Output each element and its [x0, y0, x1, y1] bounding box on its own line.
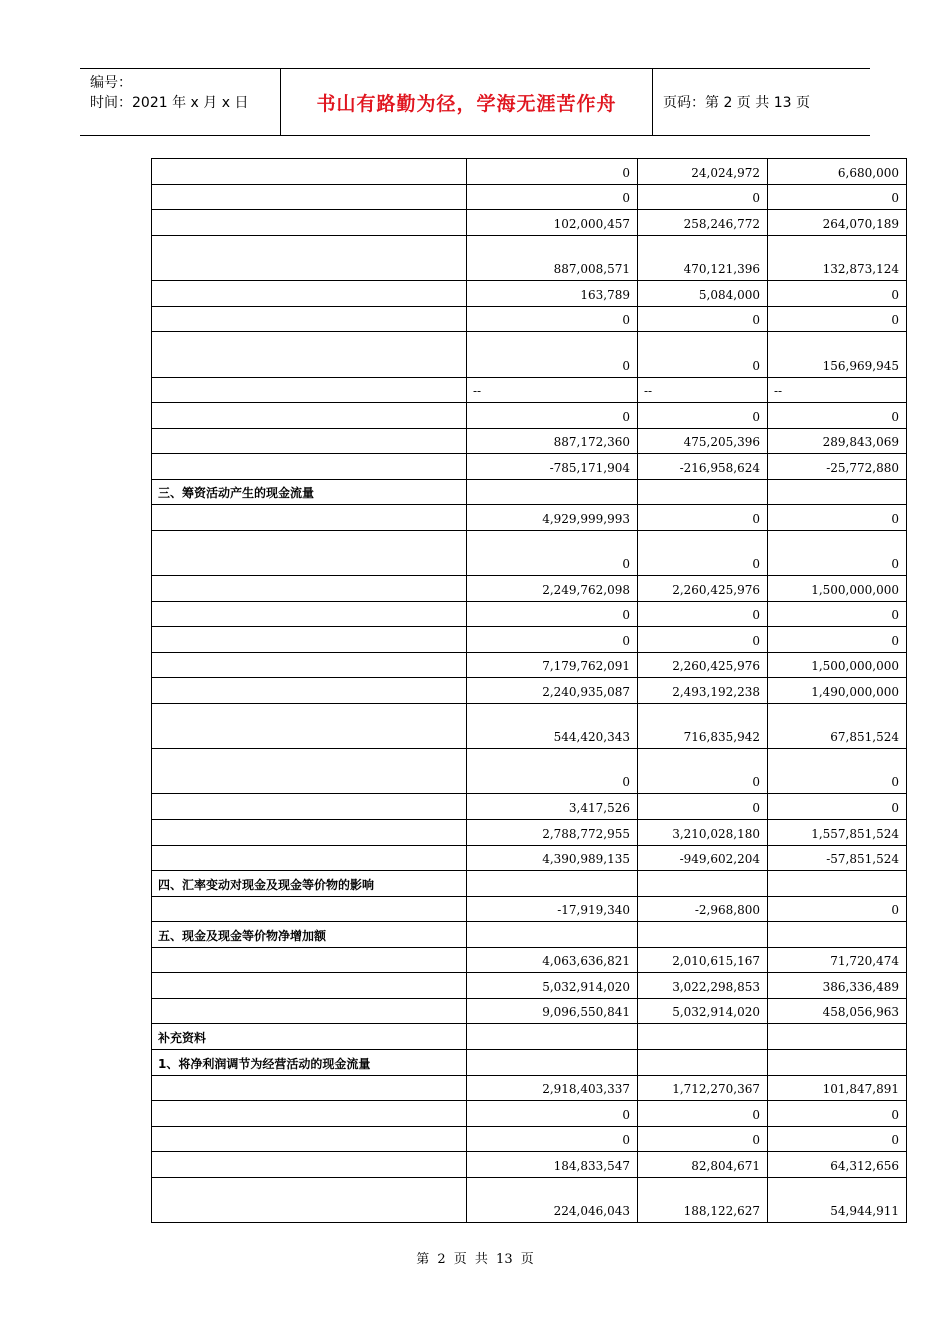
value-cell-col1: 184,833,547 [467, 1152, 638, 1178]
value-cell-col1: 0 [467, 531, 638, 576]
table-row [152, 429, 907, 454]
value-cell-col1: 4,063,636,821 [467, 948, 638, 973]
value-cell-col3: 1,500,000,000 [768, 653, 907, 678]
value-cell-col2: 470,121,396 [638, 236, 768, 281]
value-cell-col1: 102,000,457 [467, 210, 638, 236]
value-cell-col1: 2,249,762,098 [467, 576, 638, 602]
value-cell-col1: 0 [467, 627, 638, 653]
value-cell-col3: 0 [768, 281, 907, 307]
value-cell-col1 [467, 1050, 638, 1076]
value-cell-col2: -- [638, 378, 768, 403]
row-label [152, 704, 467, 749]
row-label: 三、筹资活动产生的现金流量 [152, 480, 467, 505]
value-cell-col3: 64,312,656 [768, 1152, 907, 1178]
row-label [152, 973, 467, 999]
row-label [152, 210, 467, 236]
value-cell-col1: 0 [467, 1127, 638, 1152]
value-cell-col3 [768, 1050, 907, 1076]
value-cell-col2: 0 [638, 185, 768, 210]
value-cell-col3: 132,873,124 [768, 236, 907, 281]
table-row [152, 531, 907, 576]
value-cell-col1: 544,420,343 [467, 704, 638, 749]
value-cell-col2: 0 [638, 1127, 768, 1152]
value-cell-col1: 0 [467, 602, 638, 627]
value-cell-col2: -949,602,204 [638, 846, 768, 871]
row-label [152, 307, 467, 332]
value-cell-col2: 82,804,671 [638, 1152, 768, 1178]
row-label [152, 602, 467, 627]
page-header [80, 68, 870, 136]
row-label [152, 454, 467, 480]
value-cell-col3: 1,490,000,000 [768, 678, 907, 704]
table-row [152, 505, 907, 531]
value-cell-col2 [638, 871, 768, 897]
page-footer: 第 2 页 共 13 页 [416, 1252, 534, 1267]
value-cell-col2: 0 [638, 749, 768, 794]
row-label [152, 999, 467, 1024]
value-cell-col2: 0 [638, 627, 768, 653]
value-cell-col2: 475,205,396 [638, 429, 768, 454]
header-page-info: 页码：第 2 页 共 13 页 [663, 95, 810, 111]
value-cell-col2: -216,958,624 [638, 454, 768, 480]
table-row [152, 1101, 907, 1127]
row-label [152, 820, 467, 846]
value-cell-col2: 0 [638, 794, 768, 820]
value-cell-col2 [638, 480, 768, 505]
value-cell-col3: 1,557,851,524 [768, 820, 907, 846]
value-cell-col1 [467, 1024, 638, 1050]
value-cell-col1: -785,171,904 [467, 454, 638, 480]
value-cell-col2: 5,032,914,020 [638, 999, 768, 1024]
value-cell-col1: 5,032,914,020 [467, 973, 638, 999]
value-cell-col1: 163,789 [467, 281, 638, 307]
value-cell-col2: 2,260,425,976 [638, 576, 768, 602]
value-cell-col2: 3,022,298,853 [638, 973, 768, 999]
value-cell-col2: 716,835,942 [638, 704, 768, 749]
table-row [152, 973, 907, 999]
row-label: 1、将净利润调节为经营活动的现金流量 [152, 1050, 467, 1076]
value-cell-col2: 0 [638, 602, 768, 627]
value-cell-col1 [467, 922, 638, 948]
value-cell-col1 [467, 871, 638, 897]
value-cell-col3: 0 [768, 185, 907, 210]
value-cell-col2: 3,210,028,180 [638, 820, 768, 846]
row-label [152, 378, 467, 403]
table-row [152, 846, 907, 871]
value-cell-col3: 0 [768, 505, 907, 531]
row-label [152, 1152, 467, 1178]
value-cell-col3: 0 [768, 897, 907, 922]
cash-flow-table-body [152, 159, 907, 1223]
table-row [152, 185, 907, 210]
value-cell-col3: 0 [768, 1101, 907, 1127]
table-row [152, 897, 907, 922]
value-cell-col3: 0 [768, 307, 907, 332]
table-row [152, 576, 907, 602]
value-cell-col3 [768, 1024, 907, 1050]
value-cell-col2: 2,493,192,238 [638, 678, 768, 704]
value-cell-col1: 0 [467, 403, 638, 429]
table-row [152, 922, 907, 948]
value-cell-col3: 101,847,891 [768, 1076, 907, 1101]
value-cell-col3: -- [768, 378, 907, 403]
value-cell-col1 [467, 480, 638, 505]
row-label [152, 1101, 467, 1127]
value-cell-col3: -57,851,524 [768, 846, 907, 871]
table-row [152, 307, 907, 332]
row-label [152, 794, 467, 820]
value-cell-col2: 1,712,270,367 [638, 1076, 768, 1101]
value-cell-col2: 0 [638, 531, 768, 576]
row-label [152, 897, 467, 922]
table-row [152, 999, 907, 1024]
cash-flow-table [151, 158, 907, 1223]
value-cell-col1: 0 [467, 749, 638, 794]
row-label: 四、汇率变动对现金及现金等价物的影响 [152, 871, 467, 897]
value-cell-col3: 0 [768, 794, 907, 820]
table-row [152, 1178, 907, 1223]
table-row [152, 1076, 907, 1101]
value-cell-col2 [638, 1050, 768, 1076]
value-cell-col2: 0 [638, 505, 768, 531]
value-cell-col2: 24,024,972 [638, 159, 768, 185]
table-row [152, 332, 907, 378]
value-cell-col3: 0 [768, 531, 907, 576]
table-row [152, 454, 907, 480]
value-cell-col2: 0 [638, 403, 768, 429]
value-cell-col3: 0 [768, 602, 907, 627]
table-row [152, 871, 907, 897]
value-cell-col3: 1,500,000,000 [768, 576, 907, 602]
row-label [152, 749, 467, 794]
row-label [152, 505, 467, 531]
value-cell-col1: 0 [467, 1101, 638, 1127]
value-cell-col1: 0 [467, 332, 638, 378]
table-row [152, 403, 907, 429]
row-label [152, 531, 467, 576]
table-row [152, 653, 907, 678]
value-cell-col3: 289,843,069 [768, 429, 907, 454]
table-row [152, 236, 907, 281]
value-cell-col2: 0 [638, 332, 768, 378]
value-cell-col2: 2,260,425,976 [638, 653, 768, 678]
value-cell-col3: 458,056,963 [768, 999, 907, 1024]
value-cell-col1: 2,918,403,337 [467, 1076, 638, 1101]
value-cell-col3: 54,944,911 [768, 1178, 907, 1223]
table-row [152, 281, 907, 307]
value-cell-col2: 188,122,627 [638, 1178, 768, 1223]
value-cell-col3 [768, 480, 907, 505]
value-cell-col3: 386,336,489 [768, 973, 907, 999]
row-label [152, 185, 467, 210]
value-cell-col1: 3,417,526 [467, 794, 638, 820]
value-cell-col3: 0 [768, 1127, 907, 1152]
row-label [152, 948, 467, 973]
table-row [152, 378, 907, 403]
row-label [152, 429, 467, 454]
value-cell-col1: 887,008,571 [467, 236, 638, 281]
row-label [152, 403, 467, 429]
value-cell-col1: 0 [467, 307, 638, 332]
table-row [152, 749, 907, 794]
row-label [152, 281, 467, 307]
value-cell-col1: -- [467, 378, 638, 403]
table-row [152, 480, 907, 505]
row-label [152, 159, 467, 185]
header-meta [80, 69, 281, 135]
value-cell-col3 [768, 871, 907, 897]
row-label: 补充资料 [152, 1024, 467, 1050]
value-cell-col3: 264,070,189 [768, 210, 907, 236]
value-cell-col1: 0 [467, 185, 638, 210]
value-cell-col1: 887,172,360 [467, 429, 638, 454]
value-cell-col3: 0 [768, 627, 907, 653]
table-row [152, 210, 907, 236]
row-label [152, 236, 467, 281]
value-cell-col3 [768, 922, 907, 948]
table-row [152, 678, 907, 704]
document-time-label: 时间：2021 年 x 月 x 日 [90, 95, 249, 111]
value-cell-col3: 0 [768, 749, 907, 794]
value-cell-col3: 71,720,474 [768, 948, 907, 973]
value-cell-col2: 0 [638, 1101, 768, 1127]
value-cell-col3: 156,969,945 [768, 332, 907, 378]
row-label [152, 332, 467, 378]
table-row [152, 820, 907, 846]
row-label [152, 1076, 467, 1101]
row-label [152, 846, 467, 871]
value-cell-col2 [638, 922, 768, 948]
value-cell-col2: 0 [638, 307, 768, 332]
table-row [152, 1152, 907, 1178]
table-row [152, 704, 907, 749]
value-cell-col3: 67,851,524 [768, 704, 907, 749]
table-row [152, 1050, 907, 1076]
row-label [152, 653, 467, 678]
value-cell-col1: 224,046,043 [467, 1178, 638, 1223]
row-label [152, 627, 467, 653]
table-row [152, 602, 907, 627]
document-number-label: 编号： [90, 75, 132, 91]
value-cell-col3: 6,680,000 [768, 159, 907, 185]
table-row [152, 794, 907, 820]
value-cell-col3: -25,772,880 [768, 454, 907, 480]
value-cell-col2 [638, 1024, 768, 1050]
value-cell-col2: 5,084,000 [638, 281, 768, 307]
value-cell-col1: 0 [467, 159, 638, 185]
table-row [152, 1024, 907, 1050]
row-label [152, 1178, 467, 1223]
header-motto: 书山有路勤为径，学海无涯苦作舟 [281, 69, 653, 135]
row-label [152, 1127, 467, 1152]
value-cell-col1: 2,788,772,955 [467, 820, 638, 846]
row-label [152, 678, 467, 704]
value-cell-col1: 4,390,989,135 [467, 846, 638, 871]
table-row [152, 627, 907, 653]
value-cell-col1: -17,919,340 [467, 897, 638, 922]
value-cell-col1: 9,096,550,841 [467, 999, 638, 1024]
value-cell-col1: 7,179,762,091 [467, 653, 638, 678]
table-row [152, 159, 907, 185]
row-label [152, 576, 467, 602]
table-row [152, 1127, 907, 1152]
value-cell-col1: 4,929,999,993 [467, 505, 638, 531]
value-cell-col1: 2,240,935,087 [467, 678, 638, 704]
value-cell-col2: -2,968,800 [638, 897, 768, 922]
value-cell-col3: 0 [768, 403, 907, 429]
row-label: 五、现金及现金等价物净增加额 [152, 922, 467, 948]
value-cell-col2: 2,010,615,167 [638, 948, 768, 973]
value-cell-col2: 258,246,772 [638, 210, 768, 236]
table-row [152, 948, 907, 973]
